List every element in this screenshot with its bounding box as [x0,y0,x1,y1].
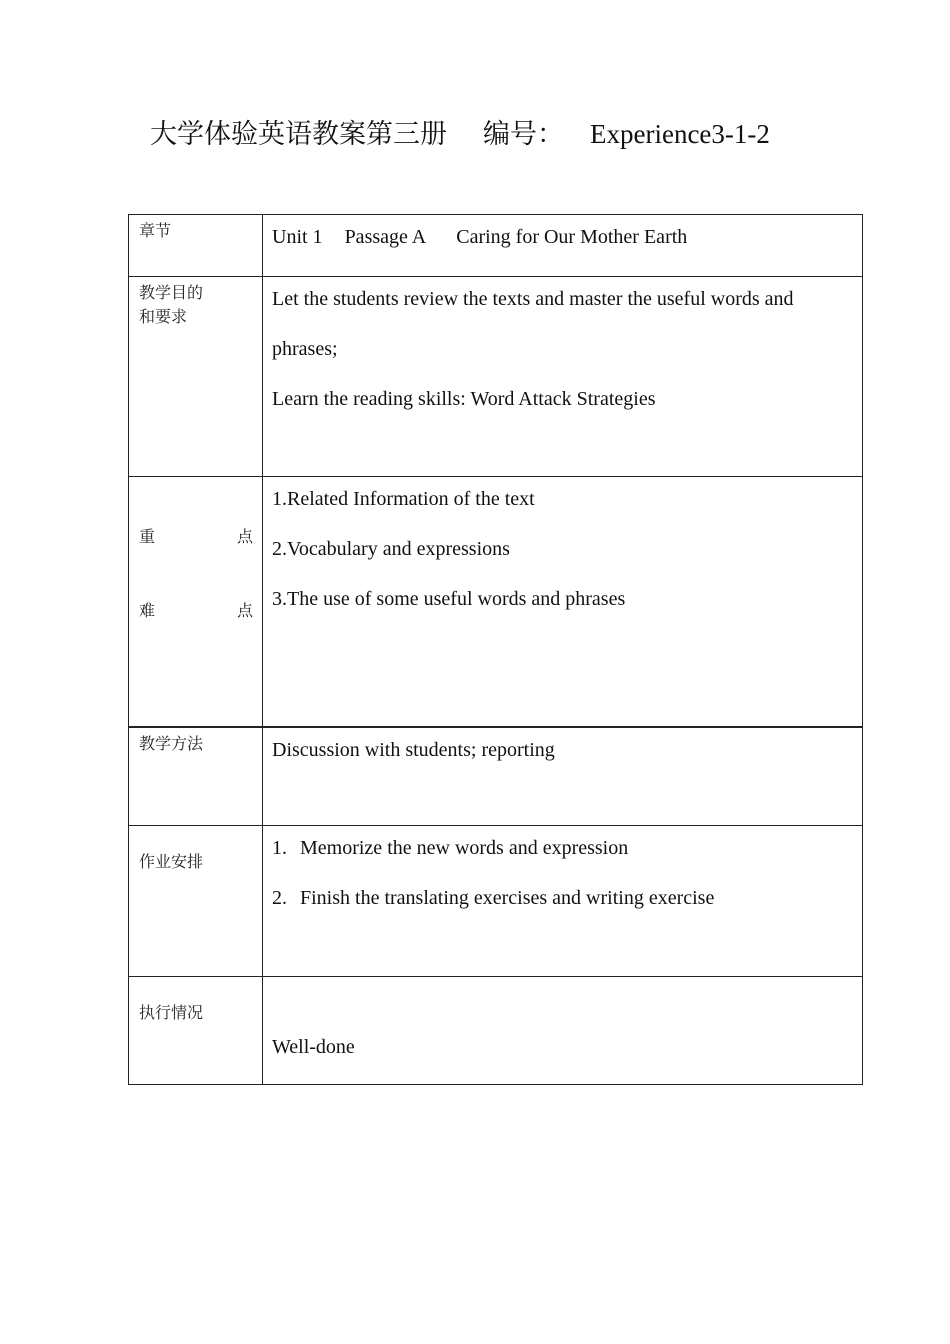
methods-text: Discussion with students; reporting [272,738,555,761]
methods-label: 教学方法 [139,733,204,753]
key-points-label-a-right: 点 [236,527,253,546]
key-points-label-a [139,525,253,549]
key-points-content-cell [263,477,863,727]
row-chapter [129,215,863,277]
homework-item [272,836,853,860]
methods-label-cell [129,727,263,826]
document-title: 大学体验英语教案第三册 [150,119,447,149]
key-point-item: 1.Related Information of the text [272,488,535,510]
objectives-line1: Let the students review the texts and master the useful words and [272,288,794,310]
execution-text: Well-done [272,1036,355,1058]
homework-content-cell [263,826,863,977]
execution-content-cell [263,977,863,1085]
row-methods [129,727,863,826]
execution-label-cell [129,977,263,1085]
row-key-points [129,477,863,727]
row-execution [129,977,863,1085]
row-objectives [129,277,863,477]
methods-content-cell [263,727,863,826]
objectives-label-line1: 教学目的 [139,283,204,302]
execution-label: 执行情况 [139,1003,204,1022]
document-number-value: Experience3-1-2 [590,119,770,149]
objectives-content-cell [263,277,863,477]
homework-item-text: Memorize the new words and expression [300,837,629,859]
objectives-line2: phrases; [272,338,338,360]
homework-item [272,886,853,910]
document-number-label: 编号： [483,119,564,149]
key-points-label-b [139,599,253,623]
key-points-label-a-left: 重 [139,527,156,546]
homework-label-cell [129,826,263,977]
chapter-label-cell [129,215,263,277]
homework-label: 作业安排 [139,852,204,871]
key-point-item: 3.The use of some useful words and phrases [272,588,626,610]
homework-item-text: Finish the translating exercises and writing exercise [300,887,715,909]
chapter-label: 章节 [139,221,172,240]
homework-item-number: 2. [272,887,287,909]
row-homework [129,826,863,977]
lesson-plan-table [128,214,863,1085]
homework-item-number: 1. [272,837,287,859]
chapter-topic: Caring for Our Mother Earth [456,226,688,248]
page-title [150,112,770,151]
key-point-item: 2.Vocabulary and expressions [272,538,510,560]
objectives-line3: Learn the reading skills: Word Attack Strategies [272,388,656,410]
chapter-passage: Passage A [344,226,427,248]
key-points-label-b-right: 点 [236,601,253,620]
chapter-content-cell [263,215,863,277]
key-points-label-b-left: 难 [139,601,156,620]
key-points-label-cell [129,477,263,727]
objectives-label-cell [129,277,263,477]
objectives-label-line2: 和要求 [139,307,188,326]
chapter-unit: Unit 1 [272,226,323,248]
